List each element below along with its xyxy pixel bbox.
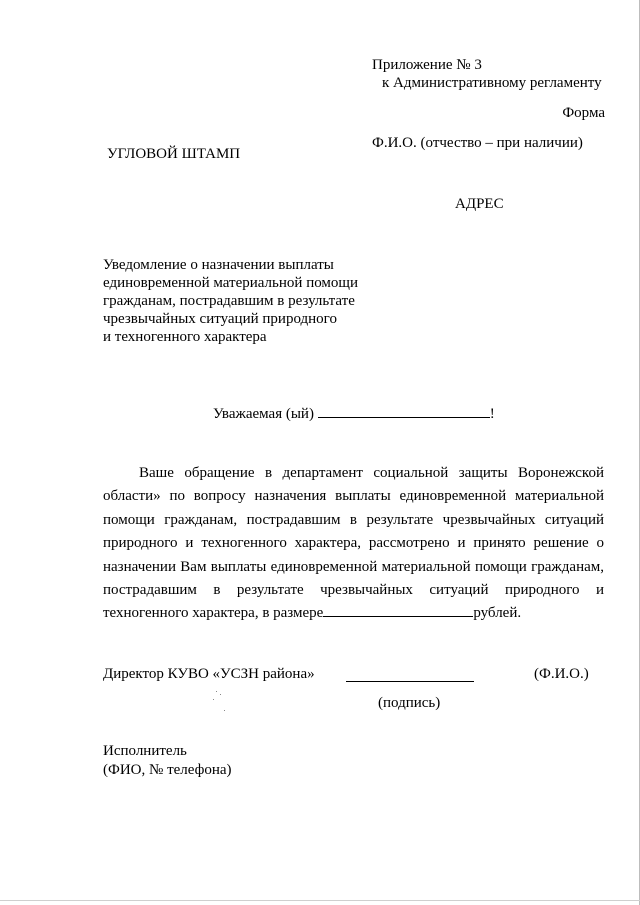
subject-line: и техногенного характера <box>103 329 267 345</box>
recipient-name-blank <box>318 403 490 418</box>
annex-regulation: к Административному регламенту <box>382 75 602 91</box>
amount-blank <box>323 602 473 617</box>
annex-number: Приложение № 3 <box>372 57 482 73</box>
subject-line: чрезвычайных ситуаций природного <box>103 311 337 327</box>
executor-label: Исполнитель <box>103 743 187 759</box>
annex-reference <box>372 56 602 92</box>
director-title: Директор КУВО «УСЗН района» <box>103 666 315 682</box>
subject-line: Уведомление о назначении выплаты <box>103 257 334 273</box>
signature-label: (подпись) <box>378 695 441 711</box>
director-fio: (Ф.И.О.) <box>534 666 589 682</box>
subject-line: единовременной материальной помощи <box>103 275 358 291</box>
notification-body <box>103 462 604 626</box>
form-label: Форма <box>562 105 605 121</box>
recipient-fio: Ф.И.О. (отчество – при наличии) <box>372 135 583 151</box>
executor-contact: (ФИО, № телефона) <box>103 762 232 778</box>
scan-specks <box>210 690 232 714</box>
notification-subject <box>103 256 403 346</box>
greeting-prefix: Уважаемая (ый) <box>213 406 314 422</box>
page-bottom-edge <box>0 900 640 901</box>
recipient-address: АДРЕС <box>455 196 504 212</box>
signature-line <box>346 681 474 682</box>
body-currency: рублей. <box>473 605 522 622</box>
greeting <box>213 403 495 423</box>
greeting-suffix: ! <box>489 406 495 422</box>
body-text: Ваше обращение в департамент социальной защиты Воронежской области» по вопросу назначения выплаты единовременной материальной помощи гражданам, пострадавшим в результате чрезвычайных ситуаций природного и техногенного характера, рассмотрено и принято решение о назначении Вам выплаты единовременной материальной помощи гражданам, пострадавшим в результате чрезвычайных ситуаций природного и техногенного характера, в размере <box>103 465 604 622</box>
executor-block <box>103 742 232 780</box>
corner-stamp-label: УГЛОВОЙ ШТАМП <box>107 146 241 162</box>
subject-line: гражданам, пострадавшим в результате <box>103 293 355 309</box>
